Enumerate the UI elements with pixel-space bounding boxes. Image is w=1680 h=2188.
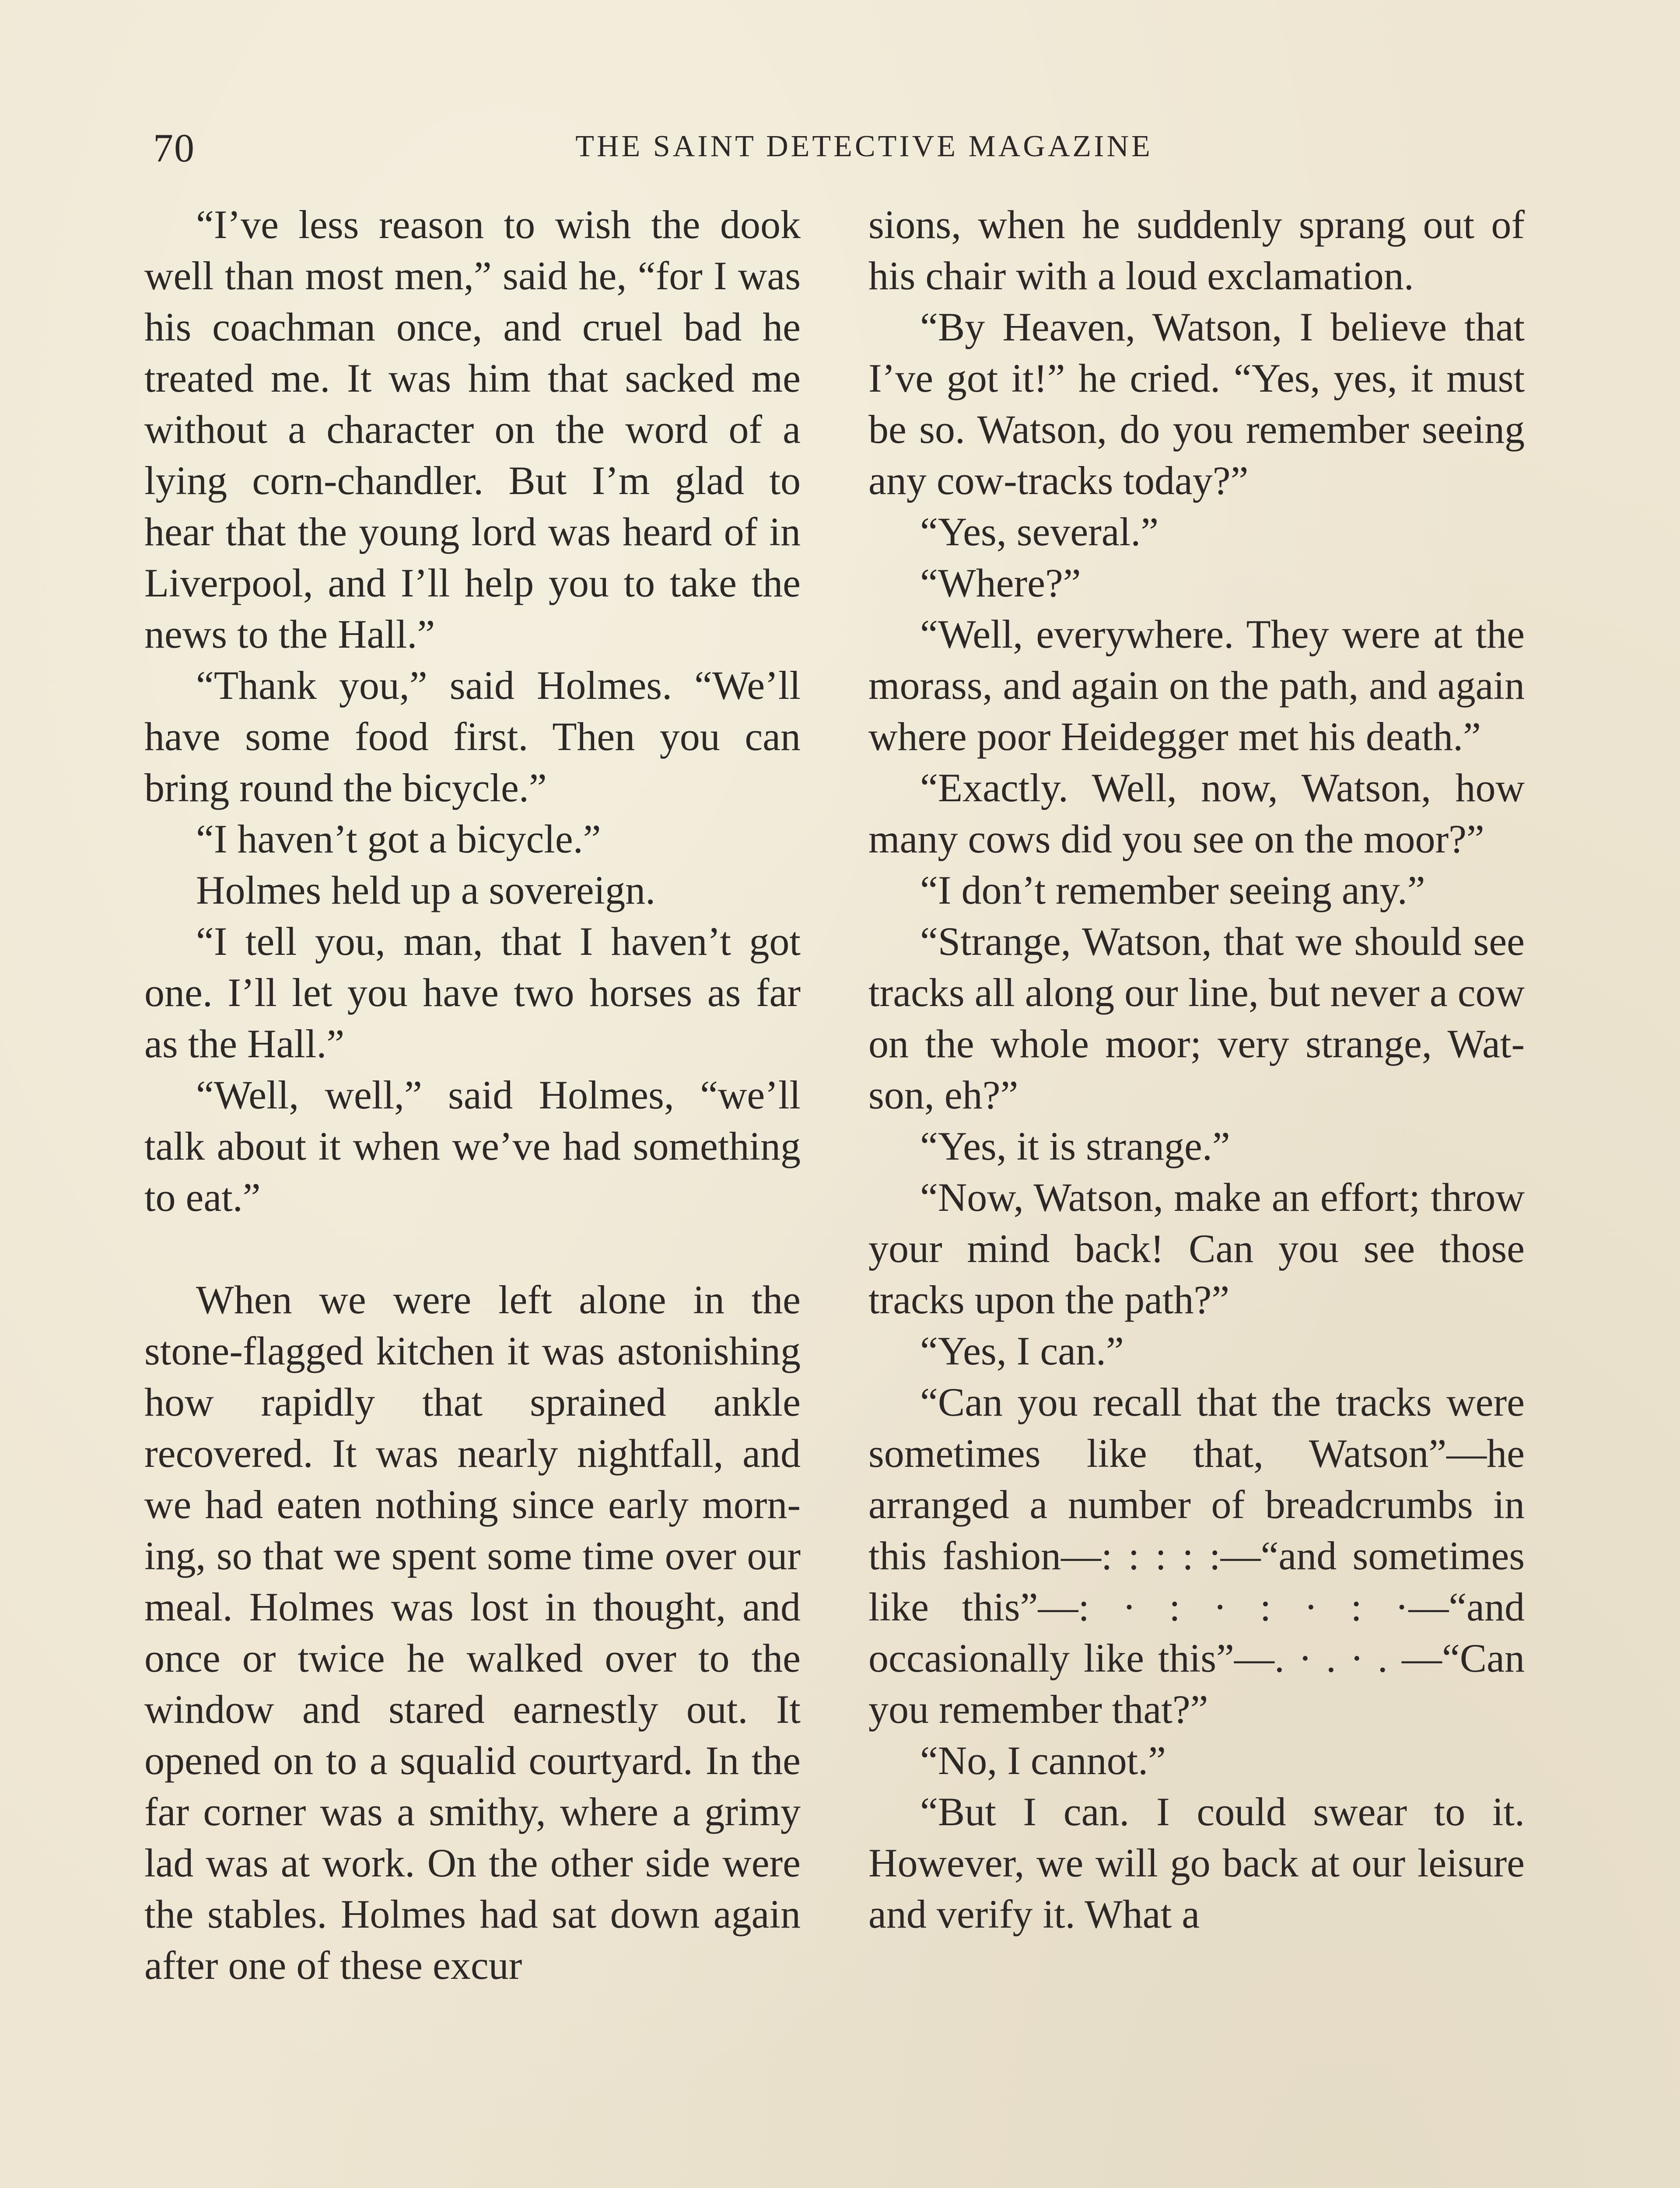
paragraph: “Yes, it is strange.” xyxy=(920,1124,1230,1168)
paragraph: “No, I cannot.” xyxy=(920,1738,1166,1783)
page-header xyxy=(153,125,1540,182)
page-number: 70 xyxy=(153,126,195,170)
left-column xyxy=(144,199,801,1991)
paragraph: “I don’t remember seeing any.” xyxy=(920,868,1425,912)
paragraph: Holmes held up a sovereign. xyxy=(196,868,656,912)
paragraph: “I tell you, man, that I haven’t got one. I’ll let you have two horses as far as the Hall.” xyxy=(144,919,801,1066)
paragraph: When we were left alone in the stone-flagged kitchen it was astonishing how rapidly that sprained ankle recovered. It was nearly nightfall, and we had eaten nothing since early morning, so that we spent some time over our meal. Holmes was lost in thought, and once or twice he walked over to the window and stared earnestly out. It opened on to a squalid courtyard. In the far corner was a smithy, where a grimy lad was at work. On the other side were the stables. Holmes had sat down again after one of these excur xyxy=(144,1277,801,1988)
paragraph: “I’ve less reason to wish the dook well than most men,” said he, “for I was his coachman once, and cruel bad he treated me. It was him that sacked me without a character on the word of a lying corn-chandler. But I’m glad to hear that the young lord was heard of in Liverpool, and I’ll help you to take the news to the Hall.” xyxy=(144,202,801,656)
paragraph: “By Heaven, Watson, I believe that I’ve got it!” he cried. “Yes, yes, it must be so. Watson, do you remember seeing any cow-tracks today?” xyxy=(868,305,1525,503)
paragraph: “Well, well,” said Holmes, “we’ll talk about it when we’ve had something to eat.” xyxy=(144,1073,801,1220)
running-title: THE SAINT DETECTIVE MAGAZINE xyxy=(575,130,1153,163)
paragraph: sions, when he suddenly sprang out of his chair with a loud exclamation. xyxy=(868,202,1525,298)
paragraph: “Can you recall that the tracks were sometimes like that, Watson”—he arranged a number of breadcrumbs in this fashion—: : : : :—“and sometimes like this”—: · : · : · : ·—“and occasionally like this”—. · . · . —“Can you remember that?” xyxy=(868,1380,1525,1732)
paragraph: “I haven’t got a bicycle.” xyxy=(196,817,601,861)
paragraph: “Yes, I can.” xyxy=(920,1329,1124,1373)
right-column xyxy=(868,199,1525,1940)
paragraph: “Now, Watson, make an effort; throw your mind back! Can you see those tracks upon the path?” xyxy=(868,1175,1525,1322)
paragraph: “Yes, several.” xyxy=(920,509,1159,554)
paragraph: “But I can. I could swear to it. However, we will go back at our leisure and verify it. What a xyxy=(868,1789,1525,1936)
paragraph: “Exactly. Well, now, Watson, how many cows did you see on the moor?” xyxy=(868,765,1525,861)
paragraph: “Thank you,” said Holmes. “We’ll have some food first. Then you can bring round the bicycle.” xyxy=(144,663,801,810)
paragraph: “Well, everywhere. They were at the morass, and again on the path, and again where poor Heidegger met his death.” xyxy=(868,612,1525,759)
paragraph: “Strange, Watson, that we should see tracks all along our line, but never a cow on the whole moor; very strange, Watson, eh?” xyxy=(868,919,1525,1117)
paragraph: “Where?” xyxy=(920,561,1081,605)
